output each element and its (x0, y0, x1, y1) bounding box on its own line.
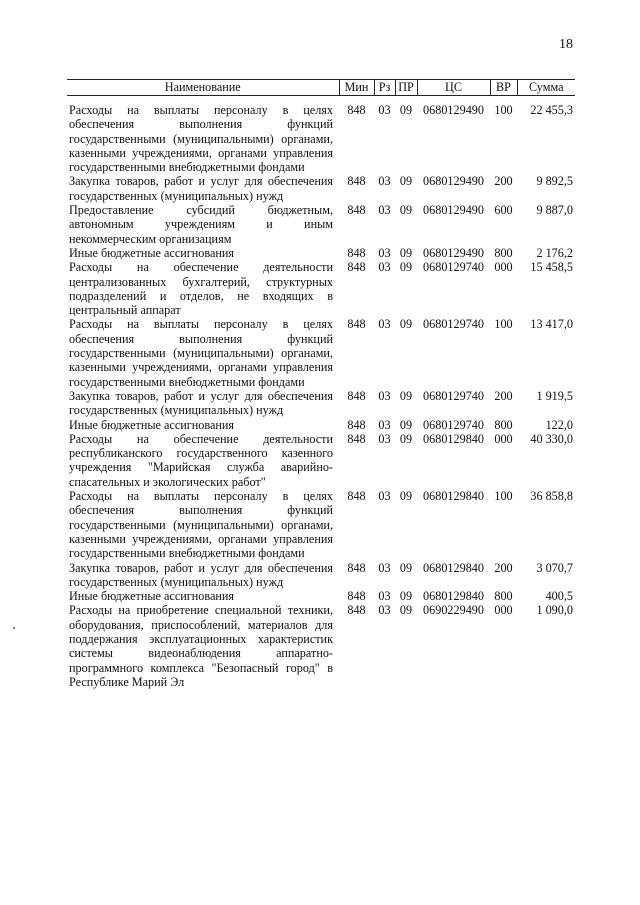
row-rz-cell: 03 (378, 260, 391, 275)
table-row (67, 317, 575, 388)
table-row (67, 432, 575, 489)
row-cs-cell: 0680129490 (423, 245, 484, 260)
row-cs-cell: 0680129840 (423, 431, 484, 446)
row-cs-cell: 0680129740 (423, 317, 484, 332)
table-row (67, 96, 575, 175)
row-sum-cell: 15 458,5 (530, 260, 573, 275)
row-name-cell: Предоставление субсидий бюджетным, автономным учреждениям и иным некоммерческим организациям (69, 203, 333, 246)
row-pr-cell: 09 (399, 245, 413, 260)
row-min-cell: 848 (347, 603, 366, 618)
table-row (67, 203, 575, 246)
row-sum-cell: 1 090,0 (536, 603, 573, 618)
table-row (67, 246, 575, 260)
table-row (67, 418, 575, 432)
row-sum-cell: 3 070,7 (536, 560, 573, 575)
row-cs-cell: 0680129840 (423, 489, 484, 504)
row-cs-cell: 0680129490 (423, 103, 484, 117)
row-sum-cell: 9 887,0 (536, 203, 573, 218)
row-vr-cell: 100 (494, 103, 513, 117)
row-name-cell: Расходы на приобретение специальной техники, оборудования, приспособлений, материалов для поддержания эксплуатационных характеристик системы видеонаблюдения аппаратно-программного комплекса "Безопасный город" в Республике Марий Эл (69, 603, 333, 689)
row-vr-cell: 200 (494, 560, 513, 575)
row-rz-cell: 03 (378, 317, 391, 332)
row-rz-cell: 03 (378, 603, 391, 618)
row-vr-cell: 800 (494, 245, 513, 260)
header-sum: Сумма (517, 80, 575, 96)
row-pr-cell: 09 (399, 203, 413, 218)
row-rz-cell: 03 (378, 431, 391, 446)
row-rz-cell: 03 (378, 417, 391, 432)
row-vr-cell: 000 (494, 603, 513, 618)
header-min: Мин (339, 80, 374, 96)
row-cs-cell: 0680129840 (423, 589, 484, 604)
header-rz: Рз (374, 80, 395, 96)
row-cs-cell: 0680129740 (423, 388, 484, 403)
row-name-cell: Иные бюджетные ассигнования (69, 589, 235, 604)
row-pr-cell: 09 (399, 417, 413, 432)
row-rz-cell: 03 (378, 203, 391, 218)
table-row (67, 174, 575, 203)
row-name-cell: Расходы на выплаты персоналу в целях обеспечения выполнения функций государственными (муниципальными) органами, казенными учреждениями, органами управления государственными внебюджетными фондами (69, 103, 333, 175)
row-cs-cell: 0680129490 (423, 203, 484, 218)
row-sum-cell: 36 858,8 (530, 489, 573, 504)
table-row (67, 589, 575, 603)
row-pr-cell: 09 (399, 103, 413, 117)
row-pr-cell: 09 (399, 560, 413, 575)
row-name-cell: Расходы на обеспечение деятельности республиканского государственного казенного учреждения "Марийская служба аварийно-спасательных и экологических работ" (69, 431, 333, 489)
row-rz-cell: 03 (378, 174, 391, 189)
scan-speck (13, 627, 15, 629)
row-min-cell: 848 (347, 388, 366, 403)
row-name-cell: Иные бюджетные ассигнования (69, 417, 235, 432)
row-sum-cell: 2 176,2 (536, 245, 573, 260)
table-header-row (67, 80, 575, 96)
row-min-cell: 848 (347, 203, 366, 218)
row-vr-cell: 800 (494, 589, 513, 604)
row-cs-cell: 0690229490 (423, 603, 484, 618)
row-rz-cell: 03 (378, 560, 391, 575)
row-sum-cell: 22 455,3 (530, 103, 573, 117)
row-rz-cell: 03 (378, 388, 391, 403)
row-name-cell: Расходы на выплаты персоналу в целях обеспечения выполнения функций государственными (муниципальными) органами, казенными учреждениями, органами управления государственными внебюджетными фондами (69, 489, 333, 561)
row-vr-cell: 200 (494, 174, 513, 189)
row-sum-cell: 400,5 (545, 589, 573, 604)
budget-table (67, 79, 575, 689)
row-name-cell: Расходы на выплаты персоналу в целях обеспечения выполнения функций государственными (муниципальными) органами, казенными учреждениями, органами управления государственными внебюджетными фондами (69, 317, 333, 389)
row-sum-cell: 122,0 (545, 417, 573, 432)
header-pr: ПР (395, 80, 417, 96)
row-min-cell: 848 (347, 260, 366, 275)
table-row (67, 489, 575, 560)
row-pr-cell: 09 (399, 603, 413, 618)
row-pr-cell: 09 (399, 317, 413, 332)
row-min-cell: 848 (347, 103, 366, 117)
row-pr-cell: 09 (399, 489, 413, 504)
row-vr-cell: 600 (494, 203, 513, 218)
row-name-cell: Закупка товаров, работ и услуг для обеспечения государственных (муниципальных) нужд (69, 560, 333, 589)
row-name-cell: Закупка товаров, работ и услуг для обеспечения государственных (муниципальных) нужд (69, 388, 333, 418)
row-vr-cell: 000 (494, 260, 513, 275)
header-cs: ЦС (417, 80, 490, 96)
row-sum-cell: 1 919,5 (536, 388, 573, 403)
table-row (67, 260, 575, 317)
row-min-cell: 848 (347, 560, 366, 575)
page-number: 18 (559, 37, 573, 52)
row-name-cell: Иные бюджетные ассигнования (69, 245, 235, 260)
row-min-cell: 848 (347, 417, 366, 432)
row-cs-cell: 0680129490 (423, 174, 484, 189)
row-sum-cell: 9 892,5 (536, 174, 573, 189)
row-vr-cell: 100 (494, 317, 513, 332)
row-min-cell: 848 (347, 317, 366, 332)
table-body (67, 96, 575, 690)
header-name: Наименование (67, 80, 339, 96)
row-min-cell: 848 (347, 245, 366, 260)
row-sum-cell: 40 330,0 (530, 431, 573, 446)
row-rz-cell: 03 (378, 103, 391, 117)
row-pr-cell: 09 (399, 174, 413, 189)
row-pr-cell: 09 (399, 589, 413, 604)
row-pr-cell: 09 (399, 388, 413, 403)
row-vr-cell: 800 (494, 417, 513, 432)
row-vr-cell: 100 (494, 489, 513, 504)
row-min-cell: 848 (347, 589, 366, 604)
row-rz-cell: 03 (378, 589, 391, 604)
table-row (67, 389, 575, 418)
row-rz-cell: 03 (378, 489, 391, 504)
row-pr-cell: 09 (399, 260, 413, 275)
row-sum-cell: 13 417,0 (530, 317, 573, 332)
table-row (67, 603, 575, 689)
row-vr-cell: 200 (494, 388, 513, 403)
row-cs-cell: 0680129740 (423, 417, 484, 432)
row-vr-cell: 000 (494, 431, 513, 446)
row-min-cell: 848 (347, 174, 366, 189)
header-vr: ВР (490, 80, 517, 96)
row-min-cell: 848 (347, 431, 366, 446)
row-cs-cell: 0680129740 (423, 260, 484, 275)
row-cs-cell: 0680129840 (423, 560, 484, 575)
row-min-cell: 848 (347, 489, 366, 504)
row-name-cell: Расходы на обеспечение деятельности централизованных бухгалтерий, структурных подразделений и отделов, не входящих в центральный аппарат (69, 260, 333, 318)
row-rz-cell: 03 (378, 245, 391, 260)
table-row (67, 561, 575, 590)
row-pr-cell: 09 (399, 431, 413, 446)
row-name-cell: Закупка товаров, работ и услуг для обеспечения государственных (муниципальных) нужд (69, 174, 333, 203)
